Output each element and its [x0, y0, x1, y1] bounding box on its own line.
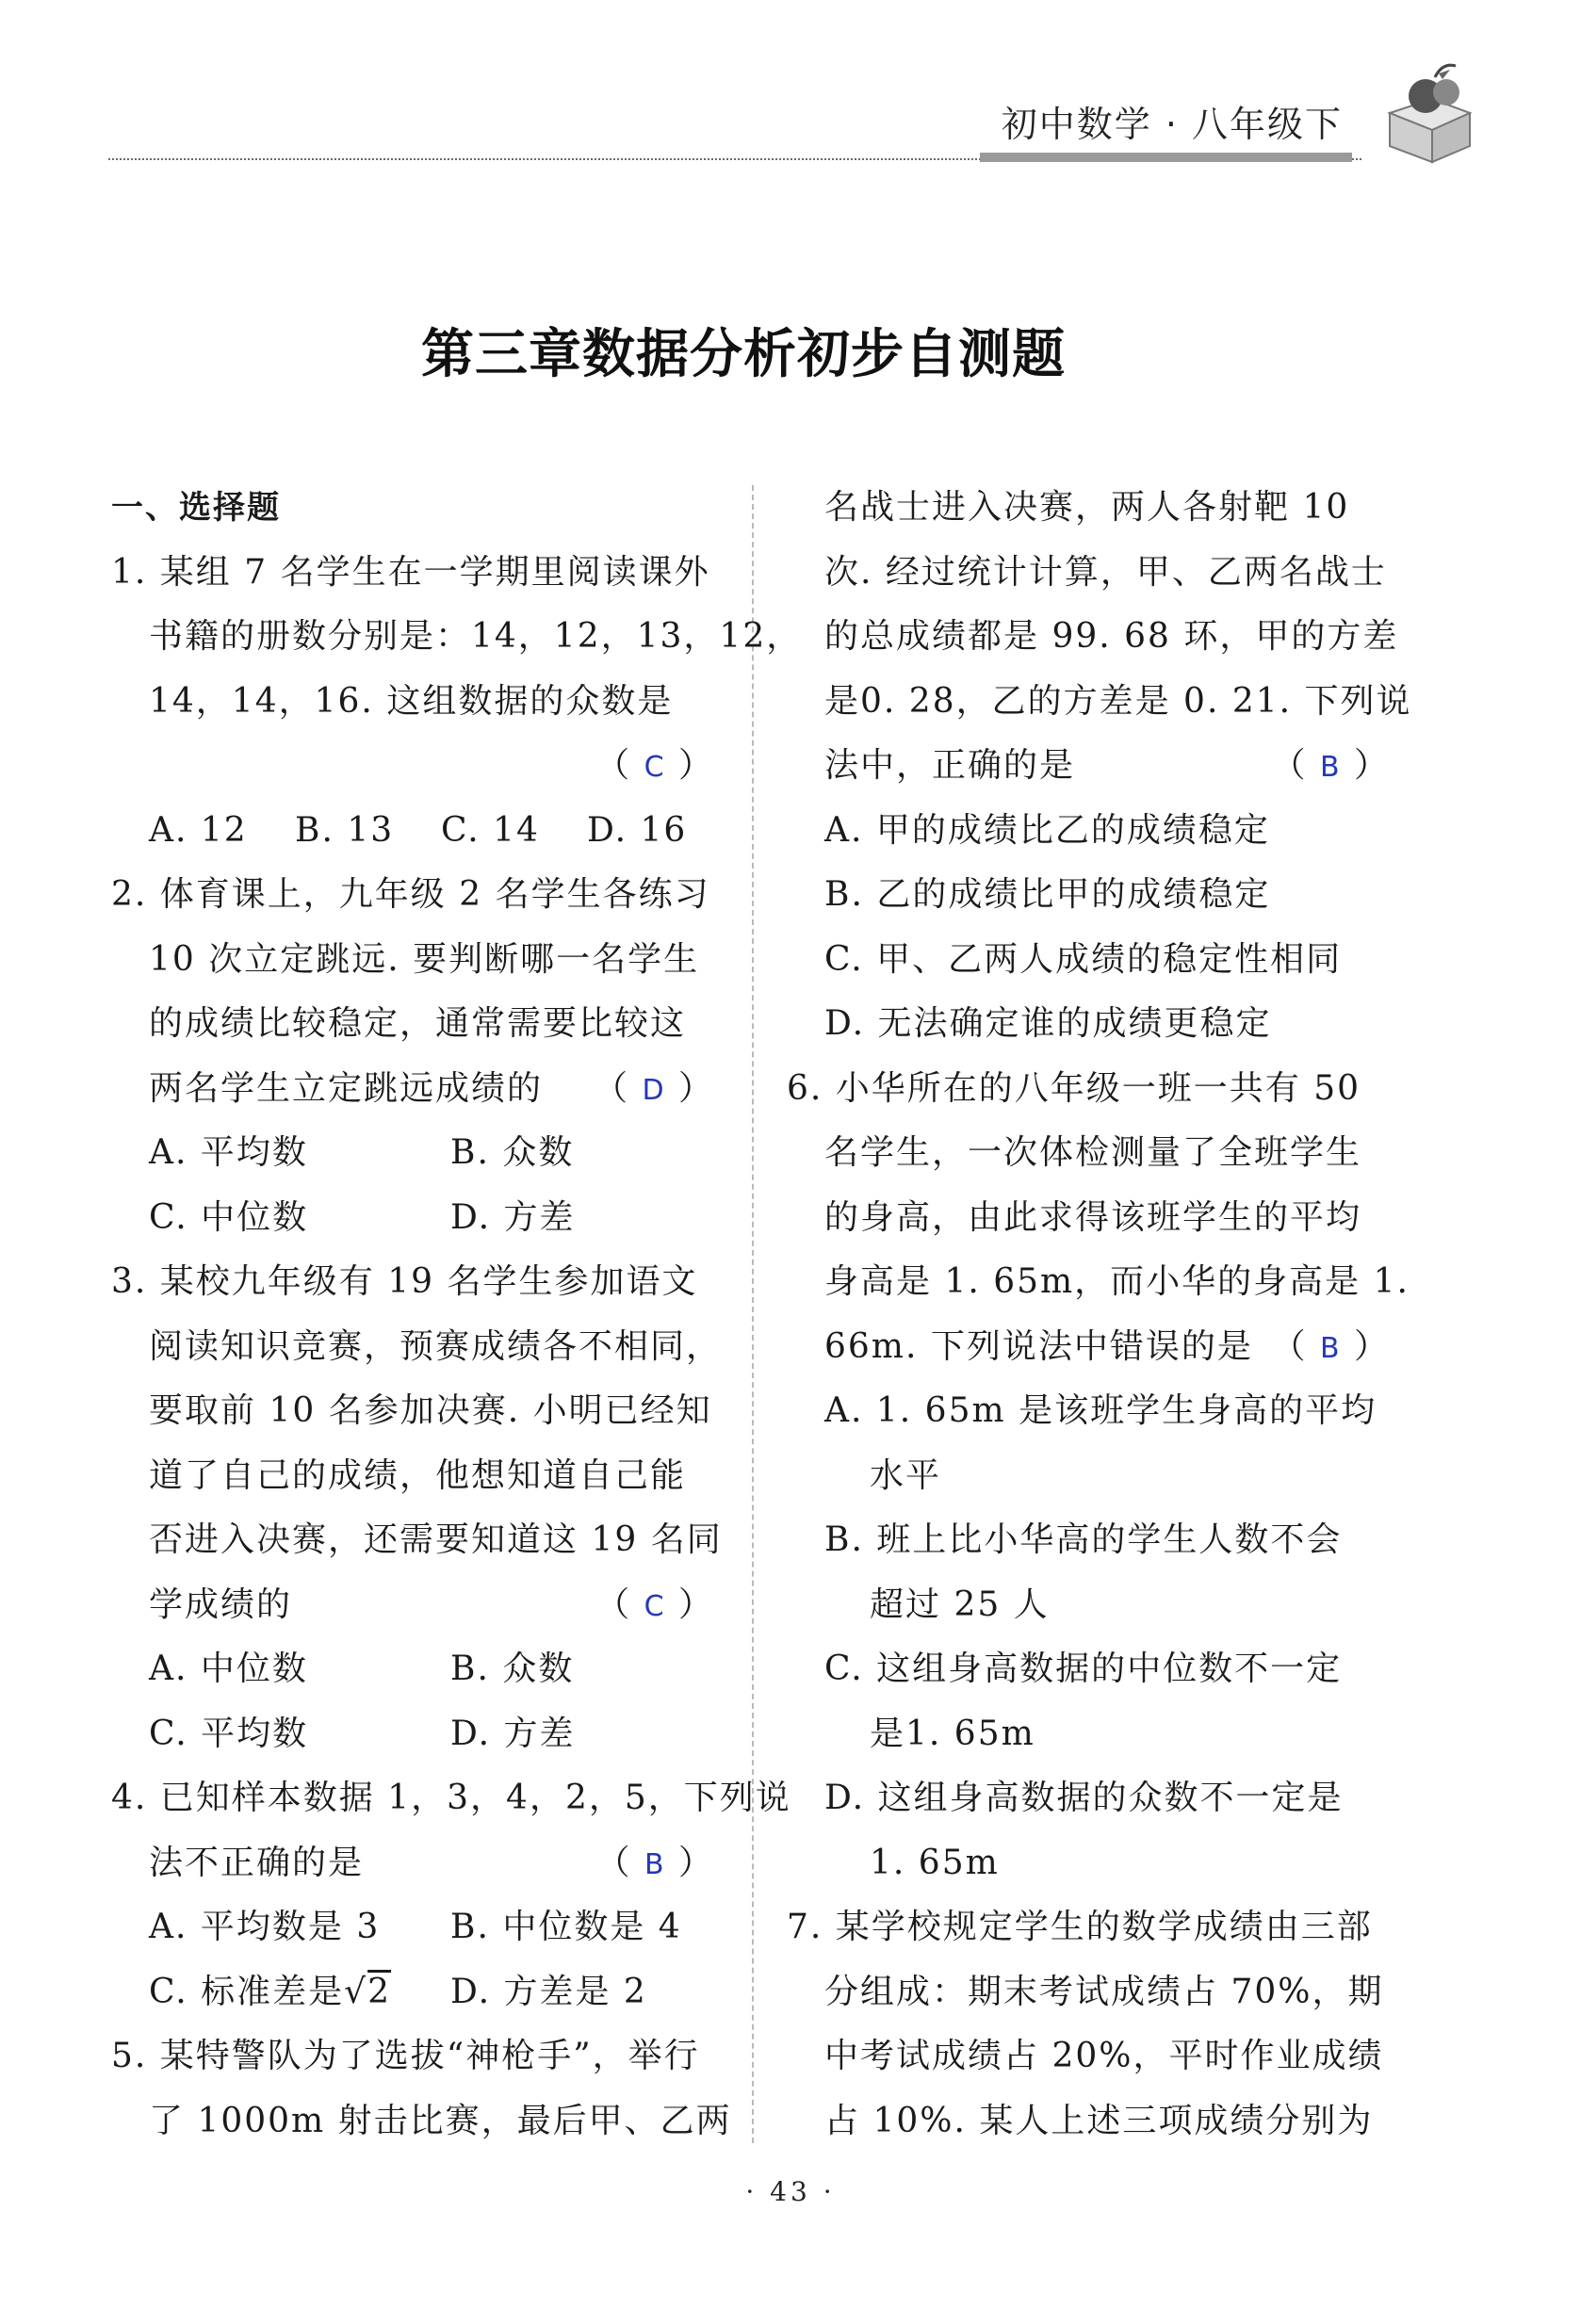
option-a-continued: 水平 — [870, 1455, 942, 1495]
option-d: D. 方差是 2 — [450, 1972, 647, 2011]
answer-bracket: （ C ） — [595, 1585, 714, 1624]
answer-letter: D — [642, 1073, 666, 1107]
question-text: 3. 某校九年级有 19 名学生参加语文 — [111, 1262, 698, 1301]
option-d: D. 这组身高数据的众数不一定是 — [824, 1779, 1344, 1817]
question-5-start — [111, 2024, 732, 2153]
question-text: 2. 体育课上，九年级 2 名学生各练习 — [111, 875, 710, 914]
question-text: 分组成：期末考试成绩占 70%，期 — [824, 1972, 1384, 2011]
page-title: 第三章数据分析初步自测题 — [421, 324, 1066, 385]
question-text: 的身高，由此求得该班学生的平均 — [824, 1197, 1362, 1237]
column-divider — [752, 485, 754, 2143]
page-header — [108, 89, 1361, 165]
option-a: A. 12 — [149, 810, 248, 850]
answer-letter: C — [644, 751, 666, 784]
answer-bracket: （ C ） — [595, 746, 714, 785]
question-text-with-answer — [787, 1315, 1390, 1380]
left-column — [111, 476, 803, 2153]
option-c-prefix: C. 标准差是 — [149, 1972, 345, 2011]
question-text: 了 1000m 射击比赛，最后甲、乙两 — [149, 2101, 732, 2140]
question-text: 法不正确的是 — [149, 1843, 365, 1882]
options-row — [111, 1702, 714, 1767]
question-text: 身高是 1. 65m，而小华的身高是 1. — [824, 1262, 1410, 1301]
page-number: · 43 · — [745, 2176, 836, 2207]
book-title: 初中数学 · 八年级下 — [1001, 104, 1343, 145]
options-row — [111, 1637, 714, 1702]
option-b: B. 班上比小华高的学生人数不会 — [824, 1520, 1343, 1559]
option-b: B. 中位数是 4 — [450, 1908, 682, 1946]
question-text: 是0. 28，乙的方差是 0. 21. 下列说 — [824, 681, 1412, 721]
question-2 — [111, 863, 714, 1250]
question-text: 书籍的册数分别是：14，12，13，12， — [149, 617, 803, 656]
question-text: 名学生，一次体检测量了全班学生 — [824, 1133, 1362, 1172]
question-text: 14，14，16. 这组数据的众数是 — [149, 681, 674, 721]
question-text-with-answer — [111, 1831, 714, 1896]
options-row — [111, 1960, 714, 2025]
answer-bracket: （ B ） — [595, 1843, 714, 1882]
option-c: C. 14 — [441, 810, 540, 850]
option-b: B. 众数 — [450, 1650, 575, 1688]
option-a: A. 平均数 — [149, 1133, 308, 1172]
option-b-continued: 超过 25 人 — [870, 1585, 1050, 1624]
option-b: B. 乙的成绩比甲的成绩稳定 — [824, 875, 1271, 914]
question-text: 66m. 下列说法中错误的是 — [824, 1326, 1253, 1366]
option-a: A. 甲的成绩比乙的成绩稳定 — [824, 810, 1270, 850]
question-text: 1. 某组 7 名学生在一学期里阅读课外 — [111, 552, 710, 592]
answer-letter: B — [644, 1847, 666, 1881]
answer-letter: B — [1319, 751, 1342, 784]
question-7 — [787, 1895, 1390, 2153]
question-text-with-answer — [787, 734, 1390, 799]
right-column — [787, 476, 1412, 2153]
answer-bracket: （ D ） — [593, 1068, 714, 1108]
question-text: 6. 小华所在的八年级一班一共有 50 — [787, 1068, 1361, 1108]
option-d: D. 无法确定谁的成绩更稳定 — [824, 1004, 1272, 1043]
question-text: 学成绩的 — [149, 1585, 293, 1624]
options-row — [111, 799, 714, 864]
option-c: C. 平均数 — [149, 1714, 309, 1753]
option-b: B. 众数 — [450, 1133, 575, 1172]
options-row — [111, 1895, 714, 1960]
question-3 — [111, 1250, 723, 1766]
option-c: C. 中位数 — [149, 1197, 309, 1237]
sqrt-radical: √ — [344, 1972, 368, 2011]
options-row — [111, 1121, 714, 1186]
question-text: 中考试成绩占 20%，平时作业成绩 — [824, 2037, 1384, 2075]
option-b: B. 13 — [295, 810, 395, 850]
question-text: 5. 某特警队为了选拔“神枪手”，举行 — [111, 2037, 700, 2075]
option-a: A. 1. 65m 是该班学生身高的平均 — [824, 1391, 1377, 1430]
question-text: 次. 经过统计计算，甲、乙两名战士 — [824, 552, 1387, 592]
options-row — [111, 1186, 714, 1251]
option-c: C. 甲、乙两人成绩的稳定性相同 — [824, 939, 1343, 979]
question-text: 10 次立定跳远. 要判断哪一名学生 — [149, 939, 700, 979]
question-text: 两名学生立定跳远成绩的 — [149, 1068, 544, 1108]
option-c — [149, 1960, 450, 2025]
answer-bracket: （ B ） — [1271, 1326, 1390, 1366]
sqrt-radicand: 2 — [367, 1972, 392, 2011]
option-c-continued: 是1. 65m — [870, 1714, 1035, 1753]
question-text: 名战士进入决赛，两人各射靶 10 — [824, 488, 1350, 527]
question-6 — [787, 1057, 1410, 1896]
question-text: 法中，正确的是 — [824, 746, 1076, 785]
question-text: 7. 某学校规定学生的数学成绩由三部 — [787, 1908, 1373, 1946]
question-text: 否进入决赛，还需要知道这 19 名同 — [149, 1520, 723, 1559]
header-underbar — [980, 153, 1352, 162]
option-d: D. 方差 — [450, 1197, 576, 1237]
answer-bracket: （ B ） — [1271, 746, 1390, 785]
question-text: 的总成绩都是 99. 68 环，甲的方差 — [824, 617, 1399, 656]
option-d: D. 16 — [587, 810, 688, 850]
answer-letter: C — [644, 1589, 666, 1623]
question-text-with-answer — [111, 1057, 714, 1122]
question-text: 道了自己的成绩，他想知道自己能 — [149, 1455, 687, 1495]
question-text: 的成绩比较稳定，通常需要比较这 — [149, 1004, 687, 1043]
option-c: C. 这组身高数据的中位数不一定 — [824, 1650, 1343, 1688]
question-1 — [111, 541, 803, 864]
question-text: 4. 已知样本数据 1，3，4，2，5，下列说 — [111, 1779, 791, 1817]
section-heading: 一、选择题 — [111, 489, 281, 527]
question-text: 占 10%. 某人上述三项成绩分别为 — [824, 2101, 1374, 2140]
question-text: 阅读知识竞赛，预赛成绩各不相同， — [149, 1326, 723, 1366]
question-5-continued — [787, 476, 1412, 1057]
question-4 — [111, 1766, 791, 2024]
question-text-with-answer — [111, 1573, 714, 1638]
option-a: A. 平均数是 3 — [149, 1908, 381, 1946]
question-text: 要取前 10 名参加决赛. 小明已经知 — [149, 1391, 712, 1430]
book-logo-icon — [1380, 57, 1475, 165]
option-a: A. 中位数 — [149, 1650, 308, 1688]
option-d: D. 方差 — [450, 1714, 576, 1753]
answer-letter: B — [1319, 1331, 1342, 1365]
option-d-continued: 1. 65m — [870, 1843, 1000, 1882]
